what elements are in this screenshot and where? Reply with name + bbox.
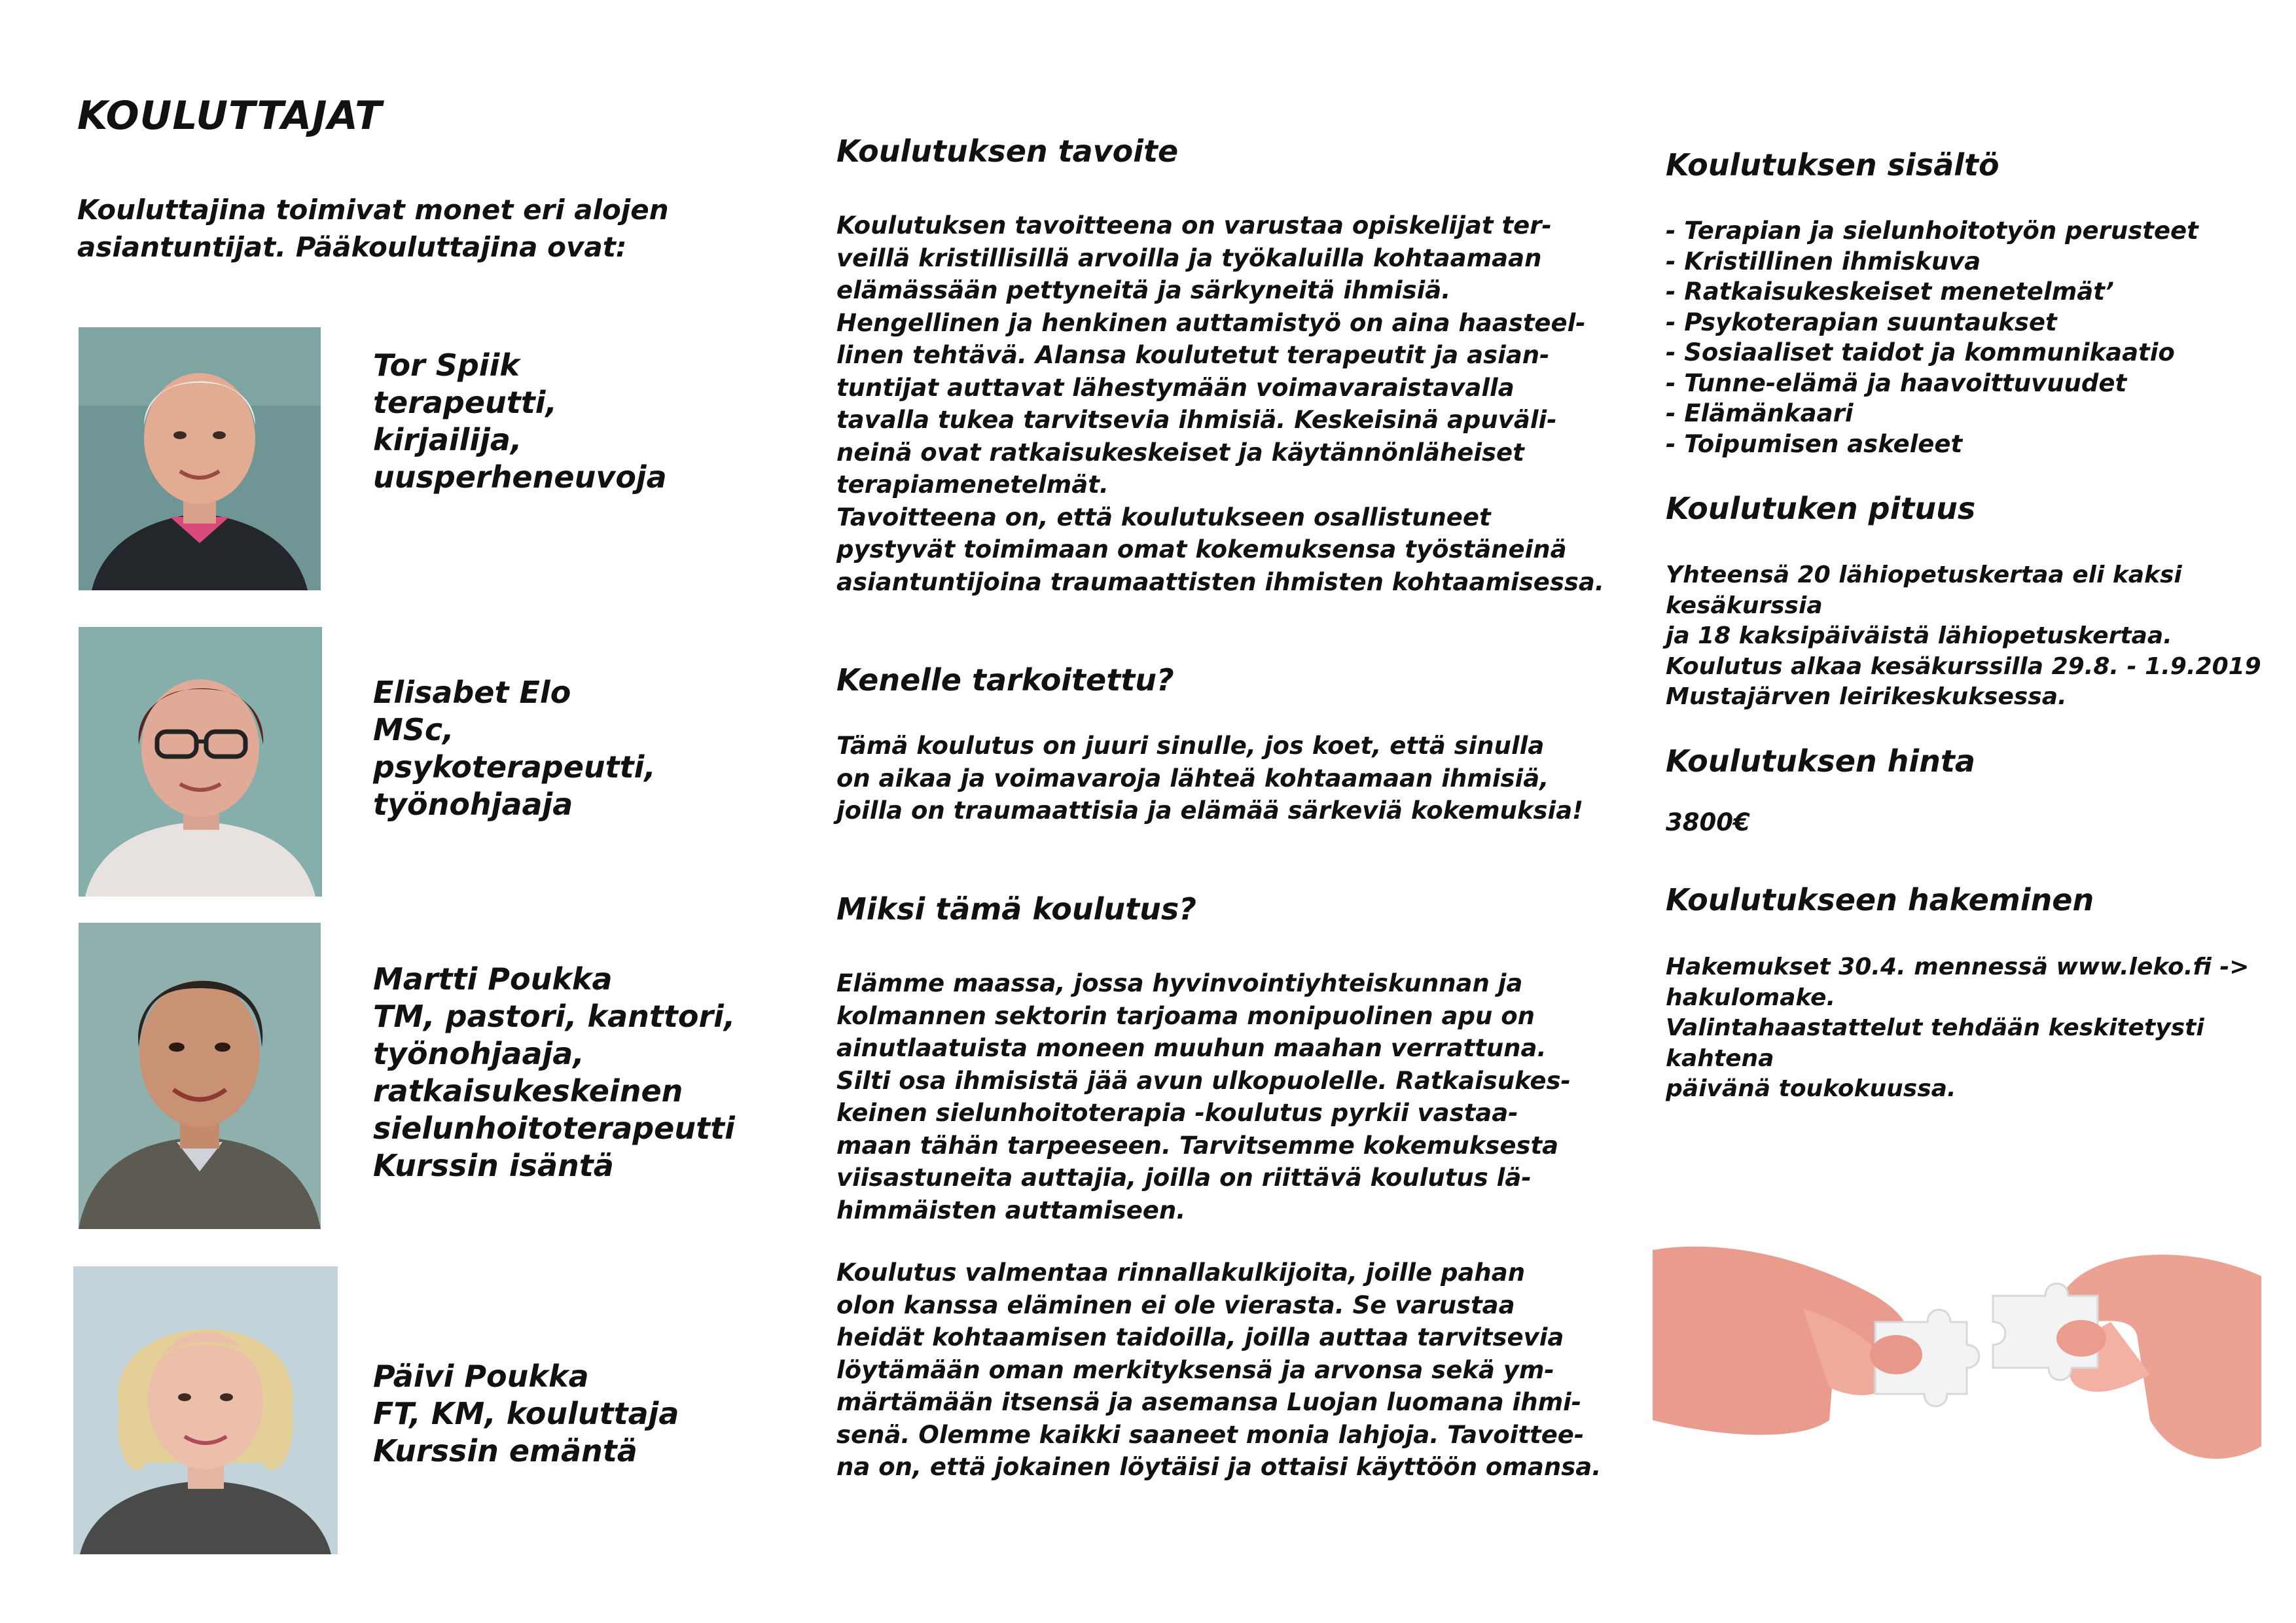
length-text: Yhteensä 20 lähiopetuskertaa eli kaksi kesäkurssia ja 18 kaksipäiväistä lähiopetuskertaa. Koulutus alkaa kesäkurssilla 29.8. - 1.9.2019 Mustajärven leirikeskuksessa. xyxy=(1666,562,2261,710)
woman-blonde-portrait-icon xyxy=(73,1266,338,1554)
why-text-2: Koulutus valmentaa rinnallakulkijoita, joille pahan olon kanssa eläminen ei ole vierasta. Se varustaa heidät kohtaamisen taidoilla, joilla auttaa tarvitsevia löytämään oman merkityksensä ja arvonsa sekä ym- märtämään itsensä ja asemansa Luojan luomana ihmi- senä. Olemme kaikki saaneet monia lahjoja. Tavoittee- na on, että jokainen löytäisi ja ottaisi käyttöön omansa. xyxy=(836,1258,1602,1481)
trainer-photo-elisabet-elo xyxy=(79,627,322,897)
goal-text: Koulutuksen tavoitteena on varustaa opiskelijat ter- veillä kristillisillä arvoilla ja työkaluilla kohtaamaan elämässään pettyneitä ja särkyneitä ihmisiä. Hengellinen ja henkinen auttamistyö on aina haasteel- linen tehtävä. Alansa koulutetut terapeutit ja asian- tuntijat auttavat lähestymään voimavaraistavalla tavalla tukea tarvitsevia ihmisiä. Keskeisinä apuväli- neinä ovat ratkaisukeskeiset ja käytännönläheiset terapiamenetelmät. Tavoitteena on, että koulutukseen osallistuneet pystyvät toimimaan omat kokemuksensa työstäneinä asiantuntijoina traumaattisten ihmisten kohtaamisessa. xyxy=(836,211,1604,596)
audience-text: Tämä koulutus on juuri sinulle, jos koet, että sinulla on aikaa ja voimavaroja lähteä kohtaamaan ihmisiä, joilla on traumaattisia ja elämää särkeviä kokemuksia! xyxy=(836,732,1584,825)
woman-glasses-portrait-icon xyxy=(79,627,322,897)
price-text: 3800€ xyxy=(1666,808,1750,836)
trainer-text-martti-poukka: Martti Poukka TM, pastori, kanttori, työnohjaaja, ratkaisukeskeinen sielunhoitoterapeutti Kurssin isäntä xyxy=(373,961,736,1183)
content-list-item: - Tunne-elämä ja haavoittuvuudet xyxy=(1666,368,2127,397)
apply-text: Hakemukset 30.4. mennessä www.leko.fi -> hakulomake. Valintahaastattelut tehdään keskitetysti kahtena päivänä toukokuussa. xyxy=(1666,954,2250,1102)
content-list-item: - Terapian ja sielunhoitotyön perusteet xyxy=(1666,217,2198,245)
content-heading: Koulutuksen sisältö xyxy=(1666,147,2000,183)
length-heading: Koulutuken pituus xyxy=(1666,491,1976,526)
hands-puzzle-image xyxy=(1653,1224,2261,1472)
content-list-item: - Psykoterapian suuntaukset xyxy=(1666,308,2057,336)
why-heading: Miksi tämä koulutus? xyxy=(836,891,1196,927)
apply-heading: Koulutukseen hakeminen xyxy=(1666,882,2094,918)
content-list-item: - Ratkaisukeskeiset menetelmät’ xyxy=(1666,277,2114,306)
trainer-text-elisabet-elo: Elisabet Elo MSc, psykoterapeutti, työnohjaaja xyxy=(373,675,656,822)
content-list-item: - Toipumisen askeleet xyxy=(1666,429,1963,458)
content-list-item: - Kristillinen ihmiskuva xyxy=(1666,247,1981,276)
trainers-intro: Kouluttajina toimivat monet eri alojen asiantuntijat. Pääkouluttajina ovat: xyxy=(77,194,669,263)
goal-heading: Koulutuksen tavoite xyxy=(836,134,1179,169)
trainer-photo-paivi-poukka xyxy=(73,1266,338,1554)
price-heading: Koulutuksen hinta xyxy=(1666,743,1975,779)
trainer-text-tor-spiik: Tor Spiik terapeutti, kirjailija, uusperheneuvoja xyxy=(373,348,667,495)
page-title: KOULUTTAJAT xyxy=(77,93,383,139)
content-list xyxy=(1666,216,2198,459)
man-dark-hair-portrait-icon xyxy=(79,923,321,1229)
trainer-text-paivi-poukka: Päivi Poukka FT, KM, kouluttaja Kurssin emäntä xyxy=(373,1359,679,1469)
man-white-hair-portrait-icon xyxy=(79,327,321,590)
trainer-photo-tor-spiik xyxy=(79,327,321,590)
hands-puzzle-pieces-image-icon xyxy=(1653,1224,2261,1472)
content-list-item: - Sosiaaliset taidot ja kommunikaatio xyxy=(1666,338,2175,366)
why-text-1: Elämme maassa, jossa hyvinvointiyhteiskunnan ja kolmannen sektorin tarjoama monipuolinen apu on ainutlaatuista moneen muuhun maahan verrattuna. Silti osa ihmisistä jää avun ulkopuolelle. Ratkaisukes- keinen sielunhoitoterapia -koulutus pyrkii vastaa- maan tähän tarpeeseen. Tarvitsemme kokemuksesta viisastuneita auttajia, joilla on riittävä koulutus lä- himmäisten auttamiseen. xyxy=(836,969,1571,1224)
trainer-photo-martti-poukka xyxy=(79,923,321,1229)
content-list-item: - Elämänkaari xyxy=(1666,399,1854,427)
audience-heading: Kenelle tarkoitettu? xyxy=(836,662,1174,698)
